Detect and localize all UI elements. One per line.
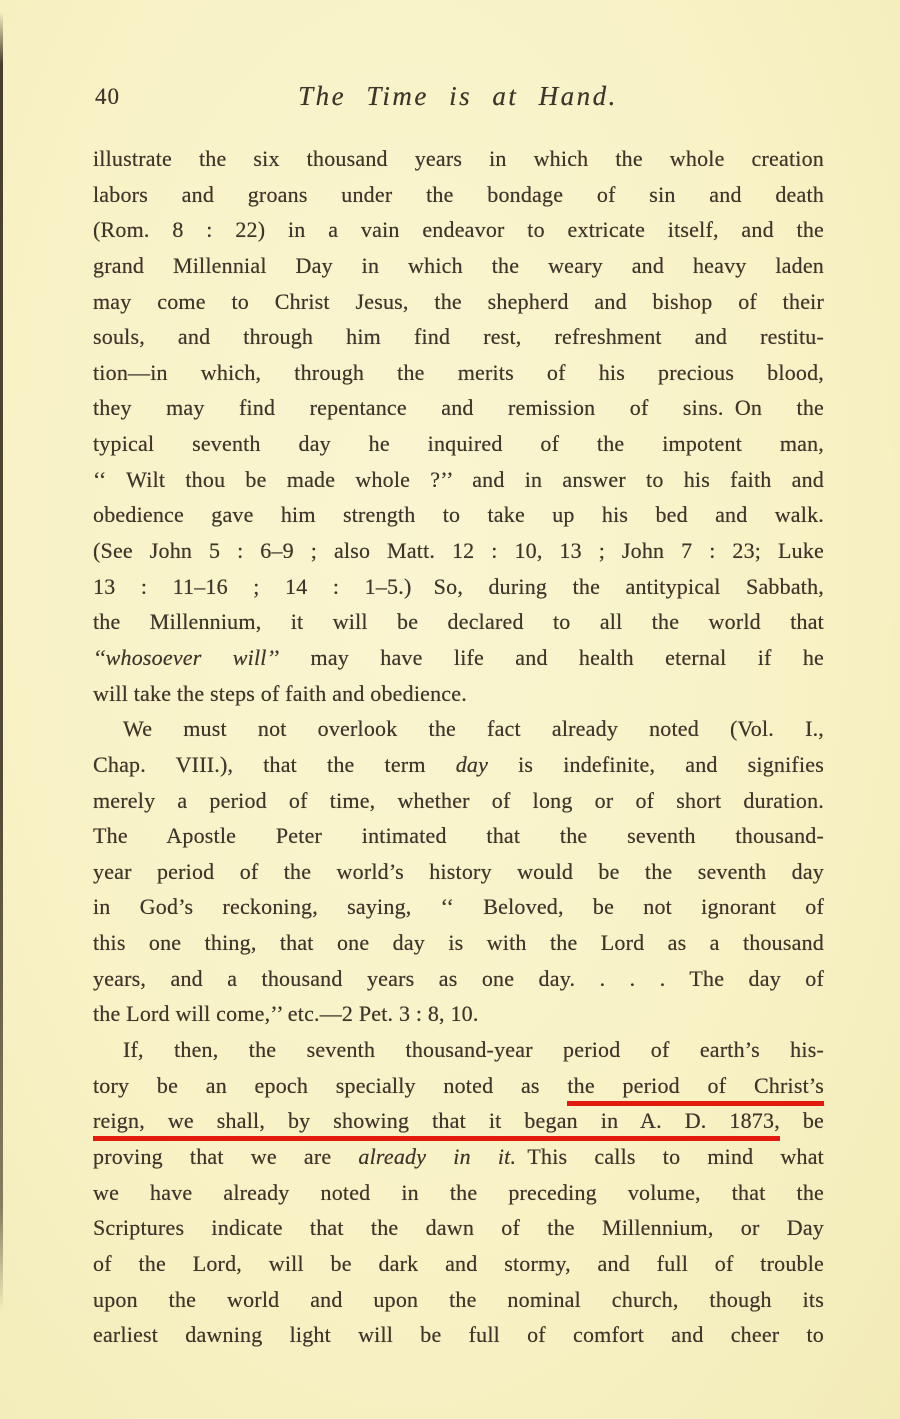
text-line [93, 497, 824, 533]
text-segment: typical seventh day he inquired of the impotent man, [93, 431, 824, 457]
scan-edge-artifact [0, 12, 3, 1312]
text-line [93, 747, 824, 783]
text-segment: tory be an epoch specially noted as [93, 1072, 568, 1098]
text-segment: is indefinite, and signifies [488, 751, 824, 777]
text-segment: we have already noted in the preceding volume, that the [93, 1179, 824, 1205]
text-line [93, 426, 824, 462]
text-line [93, 1210, 824, 1246]
text-segment: This calls to mind what [516, 1143, 824, 1169]
text-line [93, 1246, 824, 1282]
text-segment: The Apostle Peter intimated that the seventh thousand- [93, 823, 824, 849]
text-line [93, 925, 824, 961]
text-segment: grand Millennial Day in which the weary and heavy laden [93, 252, 824, 278]
text-segment: proving that we are [93, 1143, 359, 1169]
text-segment: of the Lord, will be dark and stormy, and full of trouble [93, 1250, 824, 1276]
text-line [93, 319, 824, 355]
text-segment: If, then, the seventh thousand-year period of earth’s his- [123, 1037, 824, 1063]
text-segment: tion—in which, through the merits of his precious blood, [93, 359, 824, 385]
text-segment: illustrate the six thousand years in which the whole creation [93, 146, 824, 171]
text-line [93, 284, 824, 320]
text-segment: upon the world and upon the nominal church, though its [93, 1286, 824, 1312]
text-line [93, 854, 824, 890]
text-segment: year period of the world’s history would be the seventh day [93, 858, 824, 884]
text-segment: already in it. [358, 1143, 517, 1169]
text-segment: in God’s reckoning, saying, ‘‘ Beloved, be not ignorant of [93, 894, 824, 920]
text-segment: the Lord will come,’’ etc.—2 Pet. 3 : 8, 10. [93, 1001, 479, 1027]
text-segment: obedience gave him strength to take up his bed and walk. [93, 502, 824, 528]
text-segment: (Rom. 8 : 22) in a vain endeavor to extricate itself, and the [93, 217, 824, 243]
text-line [93, 390, 824, 426]
text-segment: Chap. VIII.), that the term [93, 751, 456, 777]
text-line [93, 355, 824, 391]
text-segment: be [779, 1108, 824, 1134]
text-line [93, 889, 824, 925]
text-segment: earliest dawning light will be full of comfort and cheer to [93, 1322, 824, 1348]
text-line [93, 569, 824, 605]
red-underlined-text: reign, we shall, by showing that it began in A. D. 1873, [93, 1108, 780, 1141]
text-line [93, 711, 824, 747]
text-segment: We must not overlook the fact already noted (Vol. I., [123, 716, 824, 742]
text-segment: this one thing, that one day is with the Lord as a thousand [93, 930, 824, 956]
text-line [93, 1032, 824, 1068]
text-line [93, 212, 824, 248]
text-line [93, 1317, 824, 1353]
page-number: 40 [95, 84, 120, 109]
text-line [93, 783, 824, 819]
text-line [93, 1103, 824, 1139]
text-line [93, 462, 824, 498]
text-line [93, 248, 824, 284]
text-line [93, 533, 824, 569]
text-segment: ‘‘ Wilt thou be made whole ?’’ and in answer to his faith and [93, 466, 824, 492]
text-line [93, 1139, 824, 1175]
text-segment: may have life and health eternal if he [279, 644, 824, 670]
text-line [93, 640, 824, 676]
text-line [93, 1068, 824, 1104]
text-line [93, 1175, 824, 1211]
page-body [93, 141, 824, 1353]
text-segment: day [455, 751, 489, 777]
text-segment: years, and a thousand years as one day. . . . The day of [93, 965, 824, 991]
text-line [93, 604, 824, 640]
text-segment: ‘‘whosoever will’’ [93, 644, 280, 670]
text-segment: Scriptures indicate that the dawn of the Millennium, or Day [93, 1215, 824, 1241]
text-segment: 13 : 11–16 ; 14 : 1–5.) So, during the antitypical Sabbath, [93, 573, 824, 599]
text-line [93, 996, 824, 1032]
text-line [93, 1282, 824, 1318]
text-segment: labors and groans under the bondage of sin and death [93, 181, 824, 207]
text-line [93, 676, 824, 712]
text-segment: they may find repentance and remission of sins. On the [93, 395, 824, 421]
text-segment: the Millennium, it will be declared to all the world that [93, 609, 824, 635]
text-segment: will take the steps of faith and obedience. [93, 680, 467, 706]
text-line [93, 177, 824, 213]
text-line [93, 961, 824, 997]
text-line [93, 141, 824, 177]
text-line [93, 818, 824, 854]
red-underlined-text: the period of Christ’s [567, 1073, 824, 1106]
text-segment: souls, and through him find rest, refreshment and restitu- [93, 324, 824, 350]
text-segment: merely a period of time, whether of long or of short duration. [93, 787, 824, 813]
running-title: The Time is at Hand. [298, 81, 618, 111]
text-segment: may come to Christ Jesus, the shepherd and bishop of their [93, 288, 824, 314]
text-segment: (See John 5 : 6–9 ; also Matt. 12 : 10, 13 ; John 7 : 23; Luke [93, 538, 824, 564]
